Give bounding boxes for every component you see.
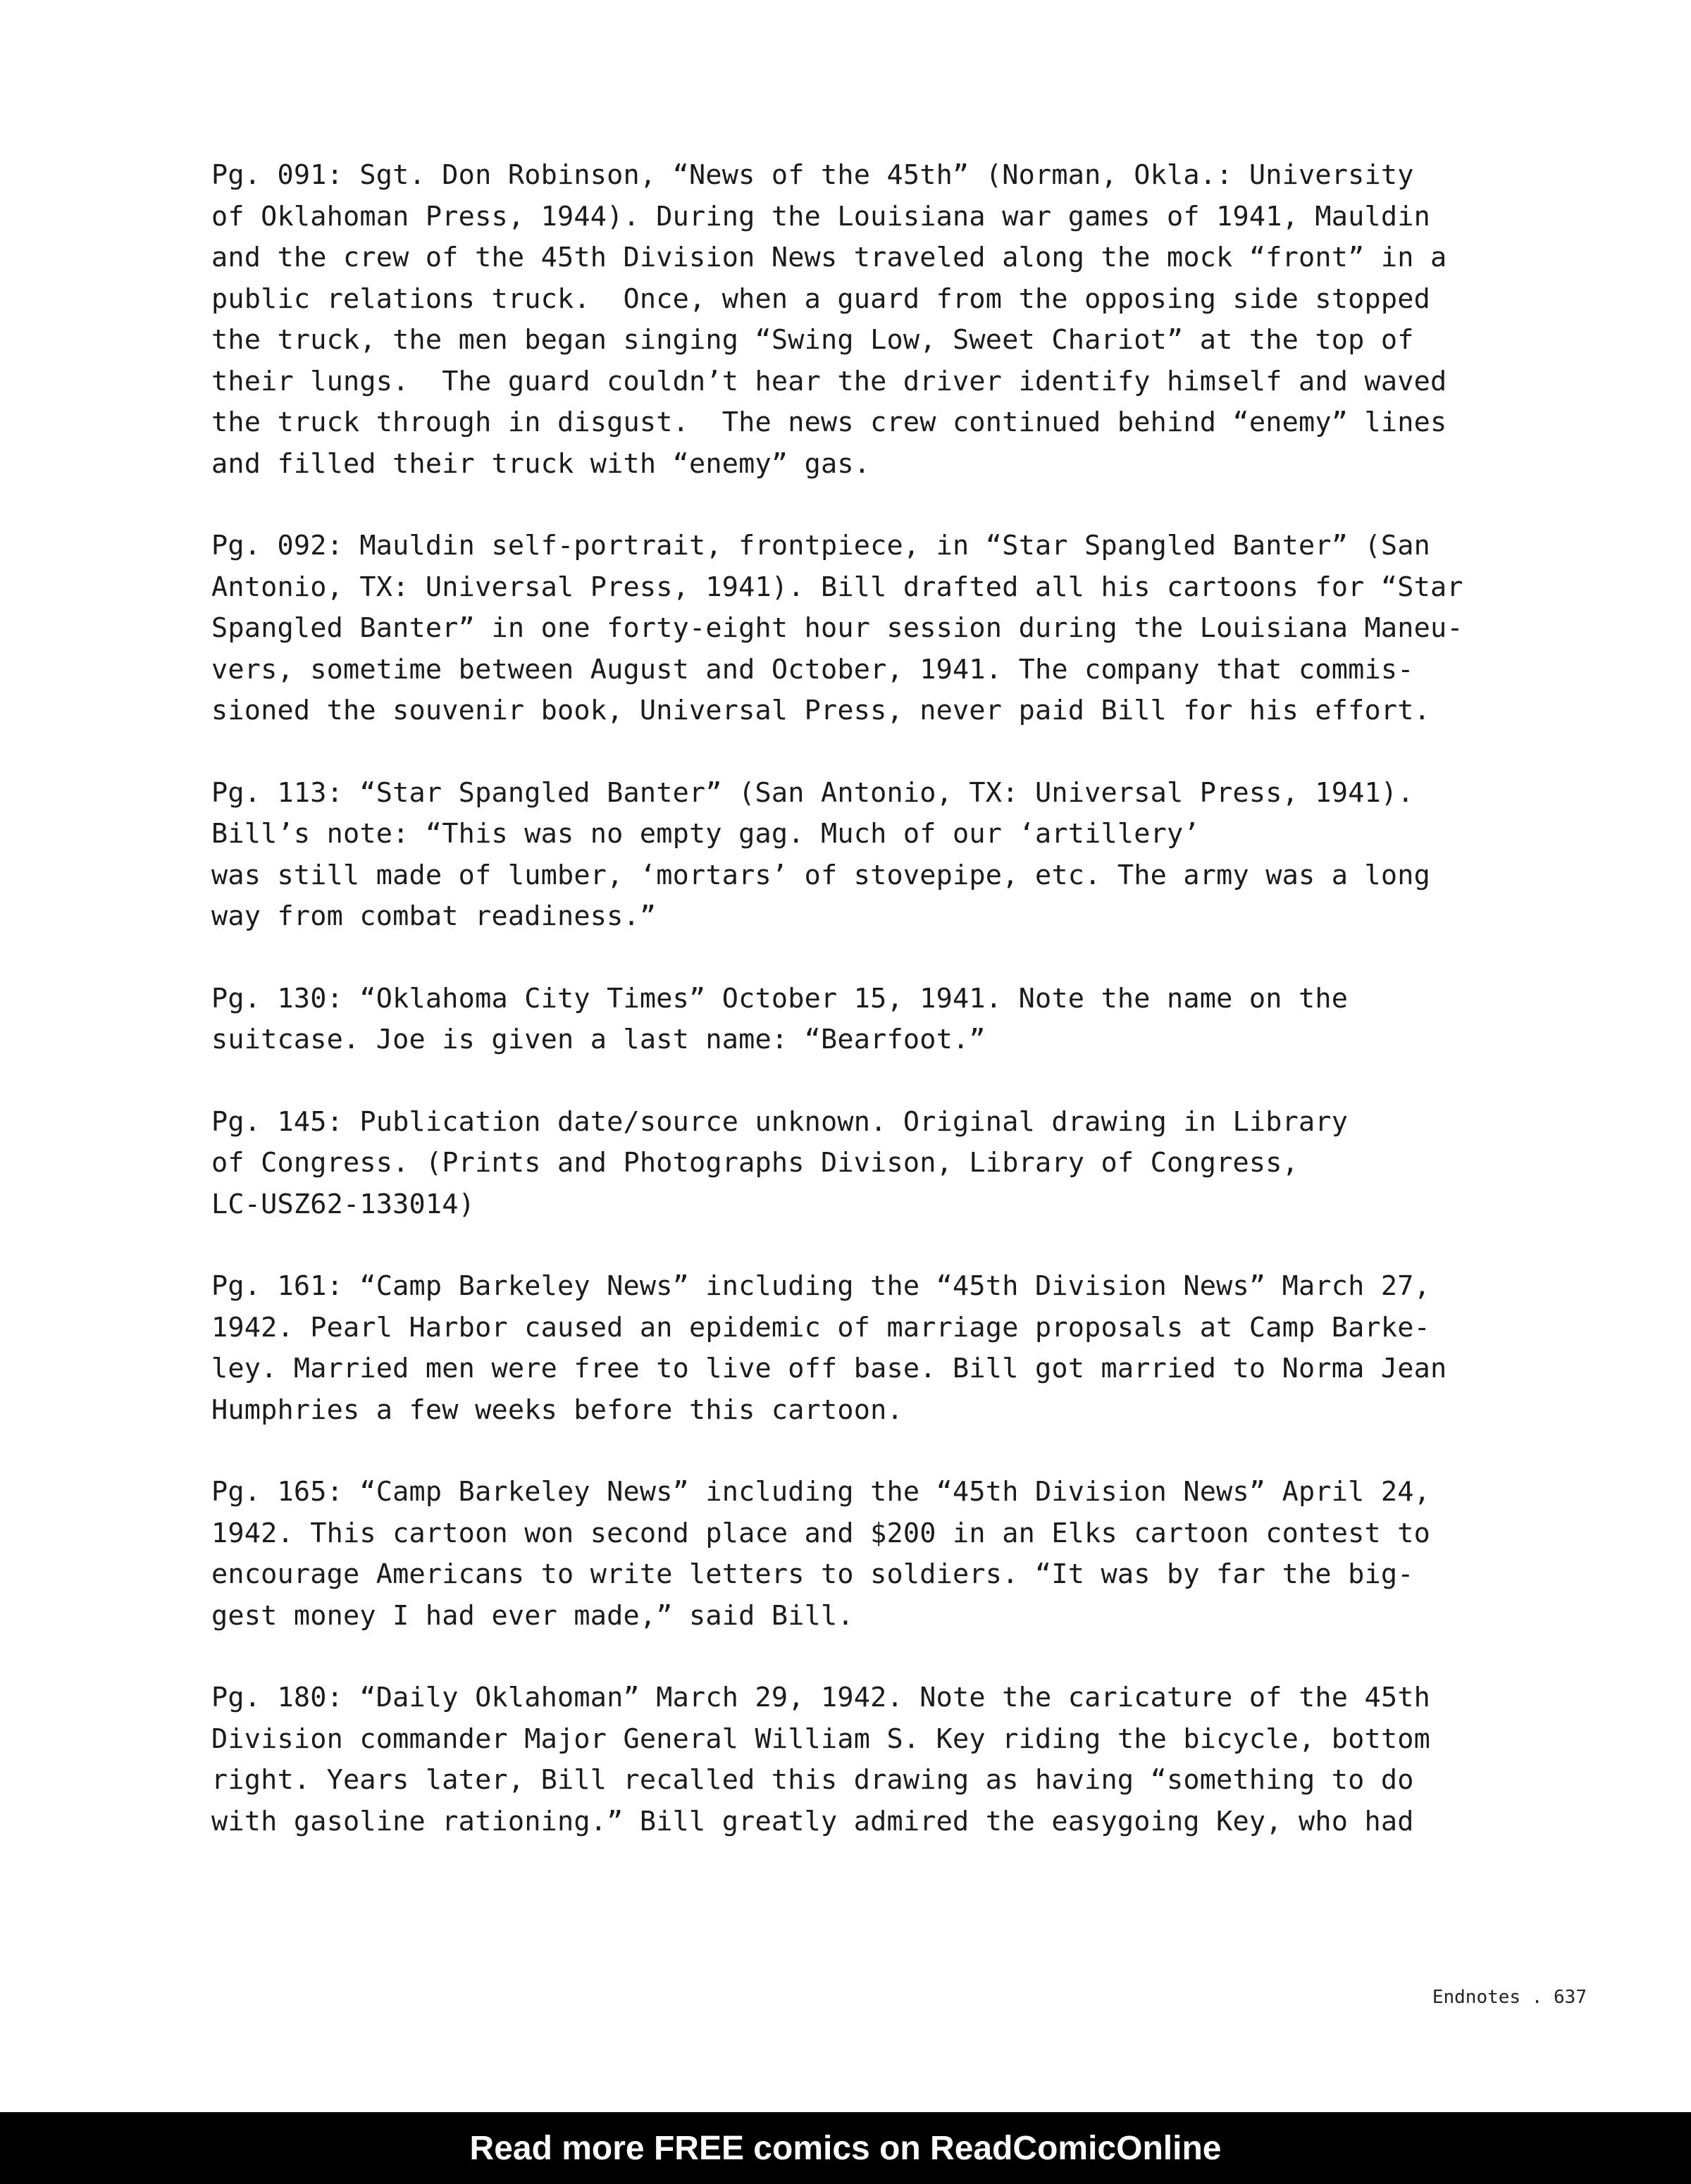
running-footer: Endnotes . 637 — [1432, 1987, 1587, 2008]
note-line: right. Years later, Bill recalled this drawing as having “something to do — [211, 1764, 1414, 1796]
note-line: was still made of lumber, ‘mortars’ of stovepipe, etc. The army was a long — [211, 859, 1431, 891]
note-line: Bill’s note: “This was no empty gag. Much of our ‘artillery’ — [211, 818, 1200, 850]
note-line: and filled their truck with “enemy” gas. — [211, 447, 871, 480]
note-line: Pg. 165: “Camp Barkeley News” including the “45th Division News” April 24, — [211, 1476, 1431, 1508]
note-line: Spangled Banter” in one forty-eight hour session during the Louisiana Maneu- — [211, 612, 1463, 644]
note-line: LC-USZ62-133014) — [211, 1188, 476, 1220]
endnote-pg-161 — [211, 1266, 1536, 1431]
endnote-pg-091 — [211, 155, 1536, 485]
note-line: vers, sometime between August and October, 1941. The company that commis- — [211, 653, 1414, 685]
note-line: ley. Married men were free to live off base. Bill got married to Norma Jean — [211, 1353, 1447, 1384]
endnote-pg-113 — [211, 773, 1536, 938]
note-line: Pg. 113: “Star Spangled Banter” (San Antonio, TX: Universal Press, 1941). — [211, 776, 1414, 809]
note-line: of Congress. (Prints and Photographs Divison, Library of Congress, — [211, 1147, 1299, 1179]
note-line: Pg. 130: “Oklahoma City Times” October 15, 1941. Note the name on the — [211, 982, 1349, 1015]
endnote-pg-180 — [211, 1677, 1536, 1842]
note-line: Antonio, TX: Universal Press, 1941). Bill drafted all his cartoons for “Star — [211, 571, 1463, 603]
note-line: Pg. 091: Sgt. Don Robinson, “News of the 45th” (Norman, Okla.: University — [211, 159, 1414, 191]
note-line: encourage Americans to write letters to soldiers. “It was by far the big- — [211, 1558, 1414, 1590]
endnote-pg-092 — [211, 526, 1536, 732]
promo-banner-text[interactable]: Read more FREE comics on ReadComicOnline — [469, 2129, 1222, 2167]
promo-banner[interactable] — [0, 2112, 1691, 2184]
note-line: 1942. Pearl Harbor caused an epidemic of marriage proposals at Camp Barke- — [211, 1311, 1431, 1344]
note-line: of Oklahoman Press, 1944). During the Louisiana war games of 1941, Mauldin — [211, 200, 1431, 232]
note-line: public relations truck. Once, when a guard from the opposing side stopped — [211, 283, 1431, 315]
note-line: and the crew of the 45th Division News traveled along the mock “front” in a — [211, 242, 1447, 273]
note-line: gest money I had ever made,” said Bill. — [211, 1599, 854, 1632]
note-line: Pg. 092: Mauldin self-portrait, frontpiece, in “Star Spangled Banter” (San — [211, 530, 1431, 561]
note-line: the truck, the men began singing “Swing Low, Sweet Chariot” at the top of — [211, 324, 1414, 356]
endnotes-body — [211, 155, 1536, 1883]
note-line: Pg. 145: Publication date/source unknown. Original drawing in Library — [211, 1105, 1349, 1138]
endnote-pg-130 — [211, 979, 1536, 1061]
endnote-pg-165 — [211, 1472, 1536, 1637]
note-line: way from combat readiness.” — [211, 900, 657, 932]
note-line: Pg. 161: “Camp Barkeley News” including the “45th Division News” March 27, — [211, 1270, 1431, 1302]
note-line: Humphries a few weeks before this cartoon. — [211, 1394, 903, 1426]
note-line: with gasoline rationing.” Bill greatly admired the easygoing Key, who had — [211, 1805, 1414, 1837]
endnote-pg-145 — [211, 1102, 1536, 1226]
note-line: Pg. 180: “Daily Oklahoman” March 29, 1942. Note the caricature of the 45th — [211, 1682, 1431, 1713]
note-line: Division commander Major General William S. Key riding the bicycle, bottom — [211, 1723, 1431, 1755]
note-line: 1942. This cartoon won second place and $200 in an Elks cartoon contest to — [211, 1517, 1431, 1549]
note-line: their lungs. The guard couldn’t hear the driver identify himself and waved — [211, 365, 1447, 397]
note-line: sioned the souvenir book, Universal Press, never paid Bill for his effort. — [211, 695, 1431, 726]
note-line: the truck through in disgust. The news crew continued behind “enemy” lines — [211, 407, 1447, 438]
note-line: suitcase. Joe is given a last name: “Bearfoot.” — [211, 1024, 986, 1055]
